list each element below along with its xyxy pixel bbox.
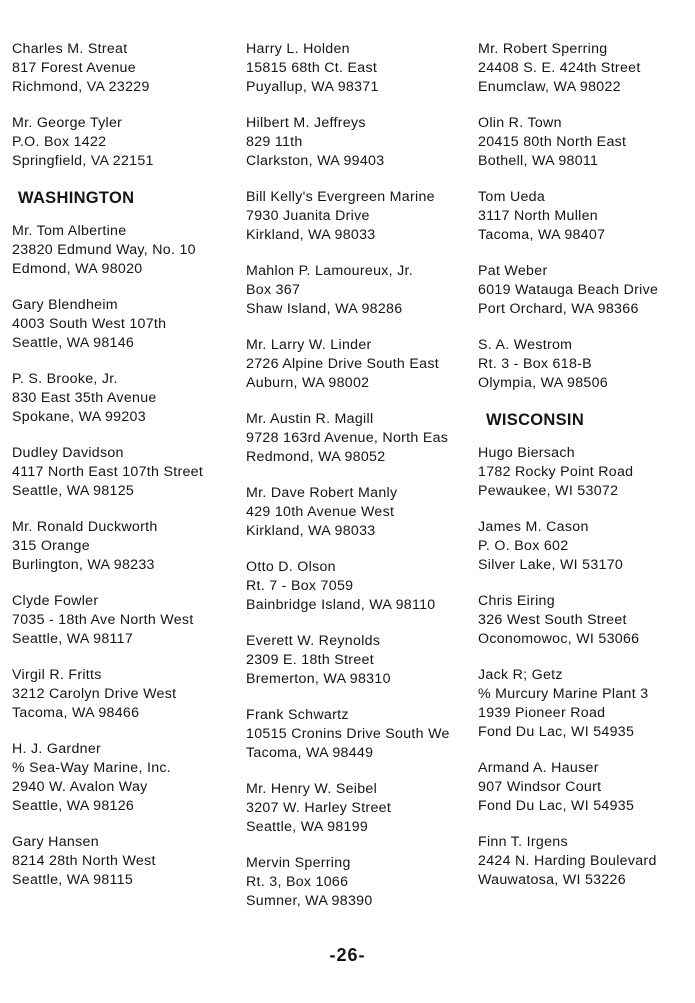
entry-address-line: 3117 North Mullen <box>478 208 598 224</box>
entry-address-line: Bremerton, WA 98310 <box>246 671 391 687</box>
entry-address-line: Kirkland, WA 98033 <box>246 523 376 539</box>
entry-name: Armand A. Hauser <box>478 760 599 776</box>
entry-address-line: 7035 - 18th Ave North West <box>12 612 194 628</box>
entry-name: Mr. Austin R. Magill <box>246 411 374 427</box>
address-entry <box>246 336 474 393</box>
entry-address-line: Wauwatosa, WI 53226 <box>478 872 626 888</box>
entry-name: Mr. Robert Sperring <box>478 41 608 57</box>
entry-address-line: Bothell, WA 98011 <box>478 153 599 169</box>
address-entry <box>12 666 238 723</box>
address-entry <box>246 706 474 763</box>
entry-address-line: Rt. 3, Box 1066 <box>246 874 349 890</box>
entry-address-line: 8214 28th North West <box>12 853 156 869</box>
address-entry <box>246 40 474 97</box>
entry-address-line: Seattle, WA 98199 <box>246 819 369 835</box>
entry-address-line: 2424 N. Harding Boulevard <box>478 853 657 869</box>
entry-address-line: Rt. 3 - Box 618-B <box>478 356 592 372</box>
entry-address-line: Auburn, WA 98002 <box>246 375 370 391</box>
entry-address-line: % Sea-Way Marine, Inc. <box>12 760 172 776</box>
entry-name: S. A. Westrom <box>478 337 573 353</box>
entry-name: Chris Eiring <box>478 593 555 609</box>
entry-address-line: Puyallup, WA 98371 <box>246 79 379 95</box>
entry-name: Tom Ueda <box>478 189 546 205</box>
entry-address-line: 2309 E. 18th Street <box>246 652 374 668</box>
address-entry <box>478 666 693 742</box>
entry-address-line: Seattle, WA 98125 <box>12 483 135 499</box>
address-entry <box>12 740 238 816</box>
entry-name: H. J. Gardner <box>12 741 102 757</box>
address-entry <box>246 780 474 837</box>
entry-address-line: 15815 68th Ct. East <box>246 60 378 76</box>
address-entry <box>12 114 238 171</box>
address-entry <box>246 410 474 467</box>
address-entry <box>478 592 693 649</box>
entry-name: Frank Schwartz <box>246 707 349 723</box>
entry-name: James M. Cason <box>478 519 589 535</box>
entry-address-line: Sumner, WA 98390 <box>246 893 373 909</box>
entry-address-line: 2726 Alpine Drive South East <box>246 356 439 372</box>
entry-address-line: Shaw Island, WA 98286 <box>246 301 403 317</box>
entry-address-line: Box 367 <box>246 282 301 298</box>
entry-name: Everett W. Reynolds <box>246 633 381 649</box>
entry-address-line: Silver Lake, WI 53170 <box>478 557 624 573</box>
entry-address-line: Fond Du Lac, WI 54935 <box>478 798 635 814</box>
address-entry <box>12 296 238 353</box>
entry-address-line: 1939 Pioneer Road <box>478 705 606 721</box>
entry-address-line: P.O. Box 1422 <box>12 134 107 150</box>
entry-address-line: 817 Forest Avenue <box>12 60 136 76</box>
address-entry <box>246 188 474 245</box>
entry-name: Hugo Biersach <box>478 445 575 461</box>
address-entry <box>12 370 238 427</box>
entry-name: Harry L. Holden <box>246 41 350 57</box>
column-3 <box>478 40 693 907</box>
entry-address-line: Pewaukee, WI 53072 <box>478 483 619 499</box>
entry-name: Mr. Larry W. Linder <box>246 337 372 353</box>
address-entry <box>478 759 693 816</box>
entry-address-line: Tacoma, WA 98449 <box>246 745 374 761</box>
entry-name: Olin R. Town <box>478 115 562 131</box>
address-entry <box>478 444 693 501</box>
entry-address-line: 3207 W. Harley Street <box>246 800 392 816</box>
address-entry <box>12 833 238 890</box>
address-entry <box>478 262 693 319</box>
entry-address-line: Richmond, VA 23229 <box>12 79 150 95</box>
entry-address-line: 10515 Cronins Drive South We <box>246 726 450 742</box>
address-entry <box>12 592 238 649</box>
column-2 <box>246 40 474 928</box>
entry-address-line: 907 Windsor Court <box>478 779 602 795</box>
entry-address-line: Enumclaw, WA 98022 <box>478 79 621 95</box>
entry-address-line: 2940 W. Avalon Way <box>12 779 148 795</box>
entry-address-line: Tacoma, WA 98407 <box>478 227 606 243</box>
entry-address-line: 7930 Juanita Drive <box>246 208 370 224</box>
address-entry <box>478 40 693 97</box>
entry-name: Mr. Tom Albertine <box>12 223 127 239</box>
entry-address-line: 1782 Rocky Point Road <box>478 464 634 480</box>
entry-name: Mahlon P. Lamoureux, Jr. <box>246 263 414 279</box>
address-entry <box>478 518 693 575</box>
entry-address-line: Rt. 7 - Box 7059 <box>246 578 354 594</box>
entry-name: Mr. George Tyler <box>12 115 123 131</box>
entry-address-line: Seattle, WA 98146 <box>12 335 135 351</box>
address-entry <box>246 558 474 615</box>
entry-address-line: Port Orchard, WA 98366 <box>478 301 639 317</box>
entry-address-line: Kirkland, WA 98033 <box>246 227 376 243</box>
entry-address-line: Clarkston, WA 99403 <box>246 153 385 169</box>
page-number: -26- <box>329 945 366 965</box>
address-entry <box>12 444 238 501</box>
entry-address-line: Springfield, VA 22151 <box>12 153 154 169</box>
entry-address-line: Spokane, WA 99203 <box>12 409 146 425</box>
entry-address-line: 829 11th <box>246 134 303 150</box>
address-entry <box>12 222 238 279</box>
entry-name: Bill Kelly's Evergreen Marine <box>246 189 435 205</box>
entry-address-line: 4117 North East 107th Street <box>12 464 204 480</box>
address-entry <box>12 518 238 575</box>
entry-name: Dudley Davidson <box>12 445 124 461</box>
entry-name: Virgil R. Fritts <box>12 667 102 683</box>
entry-address-line: Redmond, WA 98052 <box>246 449 386 465</box>
entry-address-line: 23820 Edmund Way, No. 10 <box>12 242 196 258</box>
entry-address-line: Seattle, WA 98115 <box>12 872 134 888</box>
entry-address-line: Seattle, WA 98126 <box>12 798 135 814</box>
entry-address-line: Tacoma, WA 98466 <box>12 705 140 721</box>
entry-address-line: Edmond, WA 98020 <box>12 261 143 277</box>
entry-address-line: P. O. Box 602 <box>478 538 569 554</box>
entry-address-line: Bainbridge Island, WA 98110 <box>246 597 436 613</box>
entry-name: Mervin Sperring <box>246 855 351 871</box>
entry-name: Hilbert M. Jeffreys <box>246 115 366 131</box>
entry-name: Gary Blendheim <box>12 297 118 313</box>
entry-address-line: 6019 Watauga Beach Drive <box>478 282 659 298</box>
address-entry <box>246 854 474 911</box>
entry-address-line: 20415 80th North East <box>478 134 627 150</box>
entry-name: Mr. Dave Robert Manly <box>246 485 398 501</box>
address-entry <box>246 484 474 541</box>
entry-name: Jack R; Getz <box>478 667 563 683</box>
entry-address-line: Oconomowoc, WI 53066 <box>478 631 640 647</box>
entry-name: Pat Weber <box>478 263 548 279</box>
entry-address-line: 4003 South West 107th <box>12 316 167 332</box>
entry-address-line: 9728 163rd Avenue, North Eas <box>246 430 449 446</box>
entry-address-line: 830 East 35th Avenue <box>12 390 157 406</box>
entry-name: Mr. Henry W. Seibel <box>246 781 378 797</box>
column-1 <box>12 40 238 907</box>
state-heading: WISCONSIN <box>486 411 585 429</box>
entry-address-line: Olympia, WA 98506 <box>478 375 608 391</box>
entry-address-line: 326 West South Street <box>478 612 627 628</box>
address-entry <box>246 632 474 689</box>
entry-name: Clyde Fowler <box>12 593 99 609</box>
address-entry <box>478 833 693 890</box>
entry-address-line: Burlington, WA 98233 <box>12 557 155 573</box>
entry-address-line: 24408 S. E. 424th Street <box>478 60 641 76</box>
entry-address-line: % Murcury Marine Plant 3 <box>478 686 649 702</box>
address-entry <box>246 114 474 171</box>
entry-name: Mr. Ronald Duckworth <box>12 519 158 535</box>
entry-address-line: Fond Du Lac, WI 54935 <box>478 724 635 740</box>
entry-address-line: 3212 Carolyn Drive West <box>12 686 177 702</box>
entry-address-line: 315 Orange <box>12 538 90 554</box>
entry-address-line: Seattle, WA 98117 <box>12 631 134 647</box>
entry-name: Charles M. Streat <box>12 41 128 57</box>
entry-name: Finn T. Irgens <box>478 834 568 850</box>
entry-name: Otto D. Olson <box>246 559 336 575</box>
address-entry <box>478 336 693 393</box>
address-entry <box>12 40 238 97</box>
address-entry <box>246 262 474 319</box>
address-entry <box>478 114 693 171</box>
entry-address-line: 429 10th Avenue West <box>246 504 395 520</box>
state-heading: WASHINGTON <box>18 189 135 207</box>
entry-name: P. S. Brooke, Jr. <box>12 371 118 387</box>
address-entry <box>478 188 693 245</box>
entry-name: Gary Hansen <box>12 834 99 850</box>
